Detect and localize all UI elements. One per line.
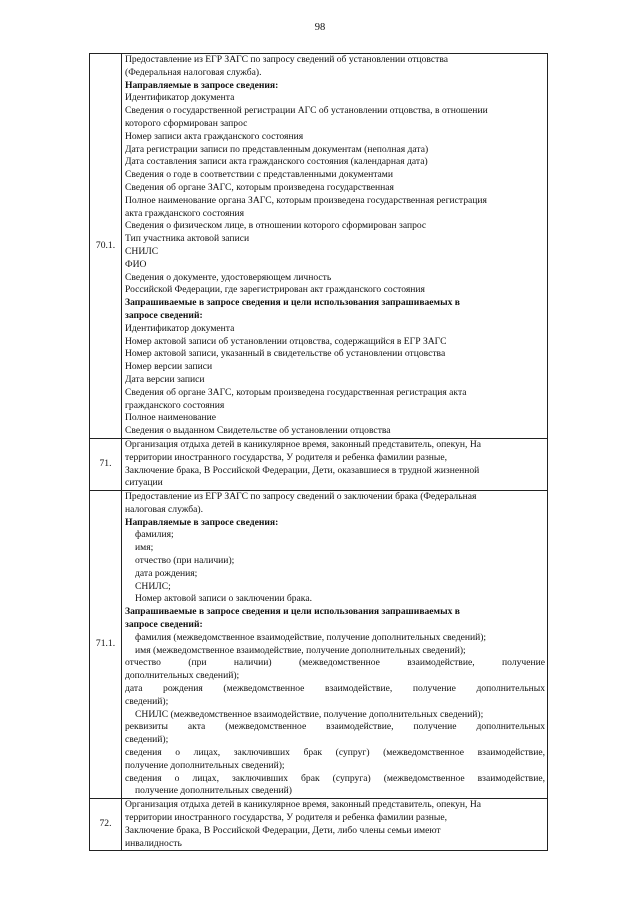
table-row xyxy=(90,438,548,490)
row-number: 71.1. xyxy=(90,491,122,799)
description-line: СНИЛС; xyxy=(135,580,171,592)
description-line: Направляемые в запросе сведения: xyxy=(125,516,279,528)
description-line: Направляемые в запросе сведения: xyxy=(125,79,279,91)
description-line: сведения о лицах, заключивших брак (супруг) (межведомственное взаимодействие, xyxy=(125,747,545,759)
description-line: территории иностранного государства, У родителя и ребенка фамилии разные, xyxy=(125,812,447,824)
description-line: Запрашиваемые в запросе сведения и цели использования запрашиваемых в xyxy=(125,297,460,309)
row-number: 72. xyxy=(90,799,122,851)
row-description xyxy=(122,799,548,851)
table-row xyxy=(90,799,548,851)
description-line: Сведения о государственной регистрации АГС об установлении отцовства, в отношении xyxy=(125,105,488,117)
description-line: фамилия; xyxy=(135,529,174,541)
row-number: 71. xyxy=(90,438,122,490)
row-description xyxy=(122,54,548,439)
description-line: Предоставление из ЕГР ЗАГС по запросу сведений об установлении отцовства xyxy=(125,54,448,65)
description-line: дата рождения; xyxy=(135,567,198,579)
description-line: Предоставление из ЕГР ЗАГС по запросу сведений о заключении брака (Федеральная xyxy=(125,491,477,503)
description-line: запросе сведений: xyxy=(125,619,203,631)
page-number: 98 xyxy=(314,22,326,33)
description-line: Идентификатор документа xyxy=(125,322,235,334)
description-line: Сведения об органе ЗАГС, которым произведена государственная регистрация акта xyxy=(125,386,467,398)
description-line: Сведения о годе в соответствии с представленными документами xyxy=(125,169,394,181)
description-line: Сведения о документе, удостоверяющем личность xyxy=(125,271,332,283)
description-line: Запрашиваемые в запросе сведения и цели использования запрашиваемых в xyxy=(125,606,460,618)
description-line: Дата версии записи xyxy=(125,373,205,385)
description-line: СНИЛС (межведомственное взаимодействие, получение дополнительных сведений); xyxy=(135,708,484,720)
description-line: Российской Федерации, где зарегистрирован акт гражданского состояния xyxy=(125,284,425,296)
description-line: Дата регистрации записи по представленным документам (неполная дата) xyxy=(125,143,429,155)
description-line: Сведения о выданном Свидетельстве об установлении отцовства xyxy=(125,425,391,437)
description-line: Номер актовой записи об установлении отцовства, содержащийся в ЕГР ЗАГС xyxy=(125,335,447,347)
description-line: имя; xyxy=(135,542,154,554)
description-line: Идентификатор документа xyxy=(125,92,235,104)
description-line: Организация отдыха детей в каникулярное время, законный представитель, опекун, На xyxy=(125,799,482,811)
description-line: Организация отдыха детей в каникулярное время, законный представитель, опекун, На xyxy=(125,438,482,450)
description-line: имя (межведомственное взаимодействие, получение дополнительных сведений); xyxy=(135,644,466,656)
description-line: налоговая служба). xyxy=(125,503,203,515)
description-line: акта гражданского состояния xyxy=(125,207,245,219)
description-line: получение дополнительных сведений); xyxy=(125,759,285,771)
description-line: ситуации xyxy=(125,477,163,489)
description-line: Заключение брака, В Российской Федерации, Дети, либо члены семьи имеют xyxy=(125,824,441,836)
description-line: Номер актовой записи, указанный в свидетельстве об установлении отцовства xyxy=(125,348,446,360)
description-line: СНИЛС xyxy=(125,245,159,257)
description-line: сведения о лицах, заключивших брак (супруга) (межведомственное взаимодействие, xyxy=(125,772,545,784)
description-line: фамилия (межведомственное взаимодействие, получение дополнительных сведений); xyxy=(135,631,487,643)
description-line: гражданского состояния xyxy=(125,399,225,411)
row-description xyxy=(122,438,548,490)
description-line: Сведения о физическом лице, в отношении которого сформирован запрос xyxy=(125,220,427,232)
description-line: отчество (при наличии) (межведомственное взаимодействие, получение xyxy=(125,657,545,669)
description-line: Сведения об органе ЗАГС, которым произведена государственная xyxy=(125,181,394,193)
description-line: Тип участника актовой записи xyxy=(125,233,250,245)
table-row xyxy=(90,54,548,439)
table-row xyxy=(90,491,548,799)
description-line: Номер записи акта гражданского состояния xyxy=(125,130,304,142)
description-line: Полное наименование органа ЗАГС, которым произведена государственная регистрация xyxy=(125,194,487,206)
description-line: (Федеральная налоговая служба). xyxy=(125,66,262,78)
description-line: ФИО xyxy=(125,258,147,270)
description-line: получение дополнительных сведений) xyxy=(135,785,292,797)
row-description xyxy=(122,491,548,799)
description-line: Номер актовой записи о заключении брака. xyxy=(135,593,312,605)
description-line: реквизиты акта (межведомственное взаимодействие, получение дополнительных xyxy=(125,721,545,733)
description-line: которого сформирован запрос xyxy=(125,117,248,129)
description-line: территории иностранного государства, У родителя и ребенка фамилии разные, xyxy=(125,451,447,463)
description-line: Заключение брака, В Российской Федерации, Дети, оказавшиеся в трудной жизненной xyxy=(125,464,480,476)
description-line: Полное наименование xyxy=(125,412,217,424)
description-line: дата рождения (межведомственное взаимодействие, получение дополнительных xyxy=(125,683,545,695)
description-line: Номер версии записи xyxy=(125,361,213,373)
description-line: сведений); xyxy=(125,734,169,746)
services-table xyxy=(89,53,548,851)
row-number: 70.1. xyxy=(90,54,122,439)
description-line: запросе сведений: xyxy=(125,309,203,321)
description-line: дополнительных сведений); xyxy=(125,670,240,682)
description-line: сведений); xyxy=(125,695,169,707)
description-line: Дата составления записи акта гражданского состояния (календарная дата) xyxy=(125,156,428,168)
description-line: отчество (при наличии); xyxy=(135,555,235,567)
description-line: инвалидность xyxy=(125,837,182,849)
